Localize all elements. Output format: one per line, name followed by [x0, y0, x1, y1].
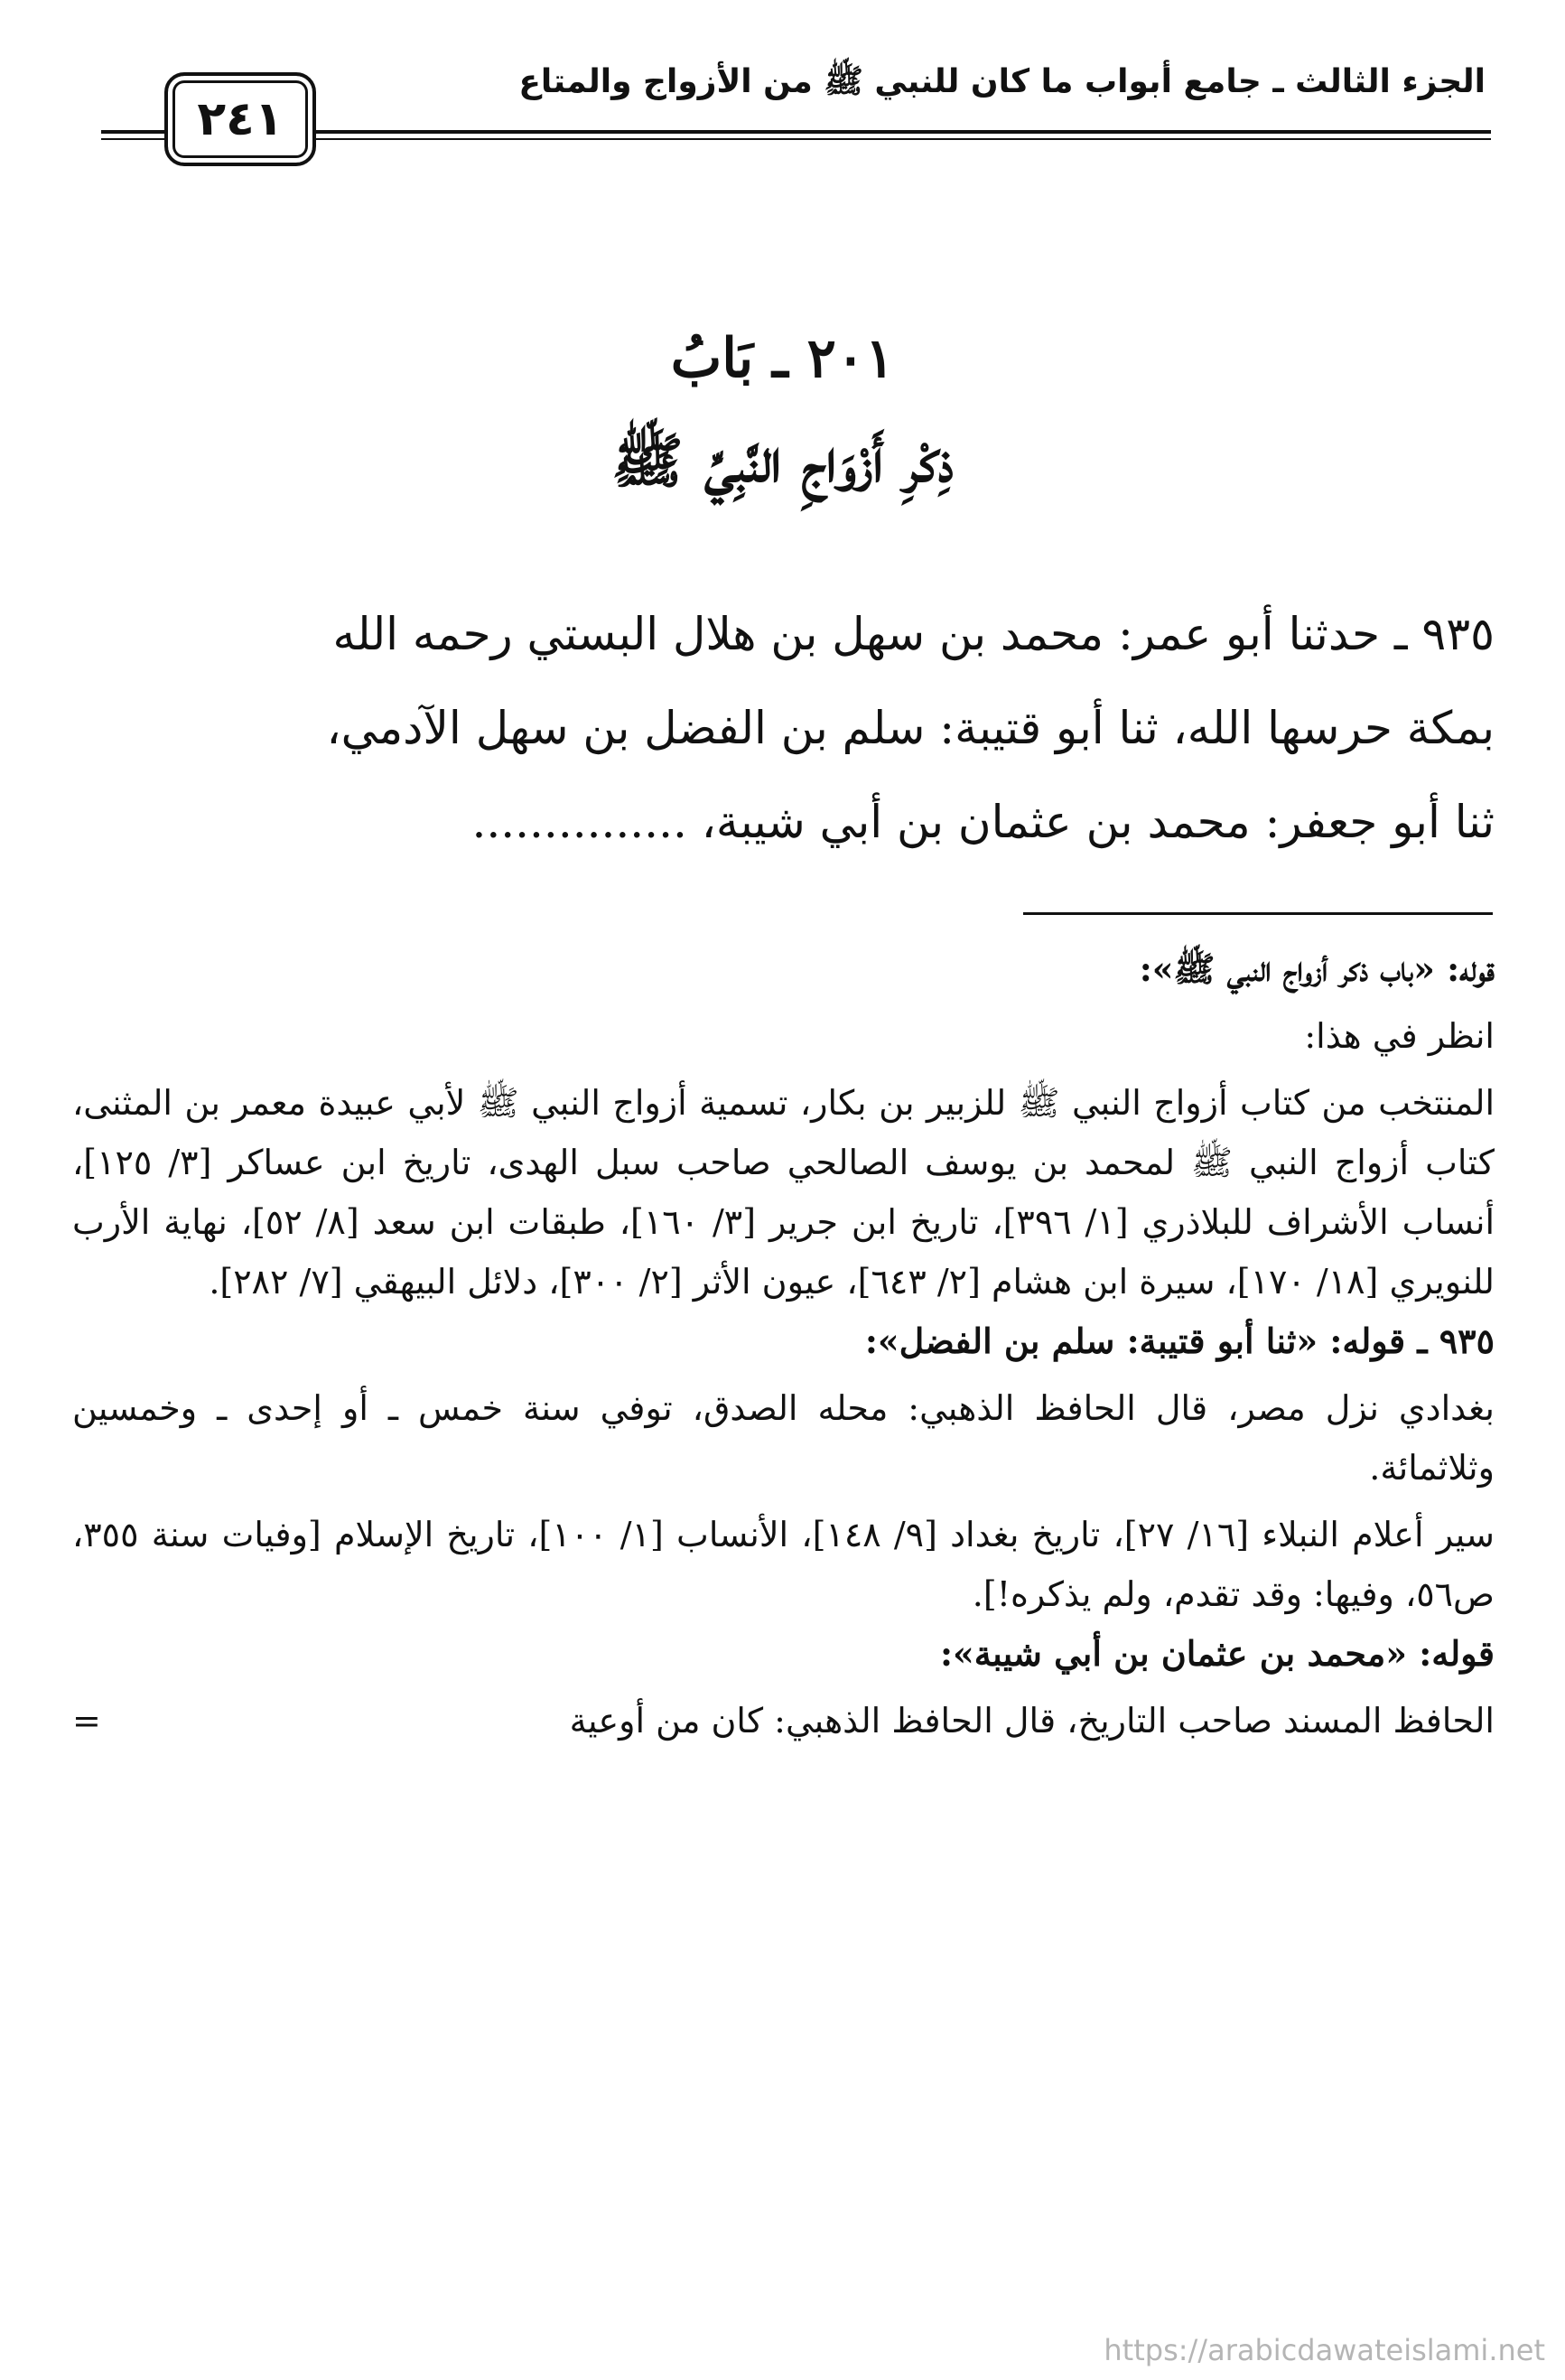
entry-paragraph: بغدادي نزل مصر، قال الحافظ الذهبي: محله الصدق، توفي سنة خمس ـ أو إحدى ـ وخمسين وثلاثمائة.: [72, 1388, 1495, 1488]
hadith-line: [72, 775, 1495, 869]
entry-heading: قوله: «باب ذكر أزواج النبي ﷺ»:: [1139, 948, 1495, 989]
chapter-number: ٢٠١ ـ بَابُ: [670, 327, 895, 390]
entry-body: [72, 1691, 1495, 1750]
source-watermark: https://arabicdawateislami.net: [1104, 2333, 1545, 2367]
hadith-text: [72, 587, 1495, 869]
commentary-entry: [72, 939, 1495, 1311]
page-number: ٢٤١: [164, 72, 316, 166]
continuation-mark: =: [72, 1701, 101, 1741]
running-title: الجزء الثالث ـ جامع أبواب ما كان للنبي ﷺ من الأزواج والمتاع: [518, 63, 1486, 100]
hadith-line: ٩٣٥ ـ حدثنا أبو عمر: محمد بن سهل بن هلال البستي رحمه الله: [332, 608, 1495, 660]
commentary-section: [72, 939, 1495, 1750]
entry-paragraph: سير أعلام النبلاء [١٦/ ٢٧]، تاريخ بغداد [٩/ ١٤٨]، الأنساب [١/ ١٠٠]، تاريخ الإسلام [وفيات سنة ٣٥٥، ص٥٦، وفيها: وقد تقدم، ولم يذكره!].: [72, 1515, 1495, 1614]
hadith-line-text: ثنا أبو جعفر: محمد بن عثمان بن أبي شيبة،: [701, 796, 1495, 848]
footnote-separator: [1023, 912, 1493, 915]
entry-heading: قوله: «محمد بن عثمان بن أبي شيبة»:: [939, 1633, 1495, 1674]
chapter-title: ذِكْرِ أَزْوَاجِ النَّبِيِّ ﷺ: [611, 425, 954, 496]
entry-body: [72, 1006, 1495, 1311]
entry-paragraph: الحافظ المسند صاحب التاريخ، قال الحافظ الذهبي: كان من أوعية: [569, 1701, 1495, 1741]
commentary-entry: [72, 1624, 1495, 1750]
entry-body: [72, 1378, 1495, 1624]
entry-paragraph: انظر في هذا:: [1304, 1016, 1495, 1056]
entry-paragraph: المنتخب من كتاب أزواج النبي ﷺ للزبير بن بكار، تسمية أزواج النبي ﷺ لأبي عبيدة معمر بن المثنى، كتاب أزواج النبي ﷺ لمحمد بن يوسف الصالحي صاحب سبل الهدى، تاريخ ابن عساكر [٣/ ١٢٥]، أنساب الأشراف للبلاذري [١/ ٣٩٦]، تاريخ ابن جرير [٣/ ١٦٠]، طبقات ابن سعد [٨/ ٥٢]، نهاية الأرب للنويري [١٨/ ١٧٠]، سيرة ابن هشام [٢/ ٦٤٣]، عيون الأثر [٢/ ٣٠٠]، دلائل البيهقي [٧/ ٢٨٢].: [72, 1083, 1495, 1302]
trailing-dots: ...............: [471, 796, 687, 848]
hadith-line: بمكة حرسها الله، ثنا أبو قتيبة: سلم بن الفضل بن سهل الآدمي،: [326, 702, 1495, 754]
commentary-entry: [72, 1311, 1495, 1624]
entry-heading: ٩٣٥ ـ قوله: «ثنا أبو قتيبة: سلم بن الفضل»:: [864, 1321, 1495, 1361]
